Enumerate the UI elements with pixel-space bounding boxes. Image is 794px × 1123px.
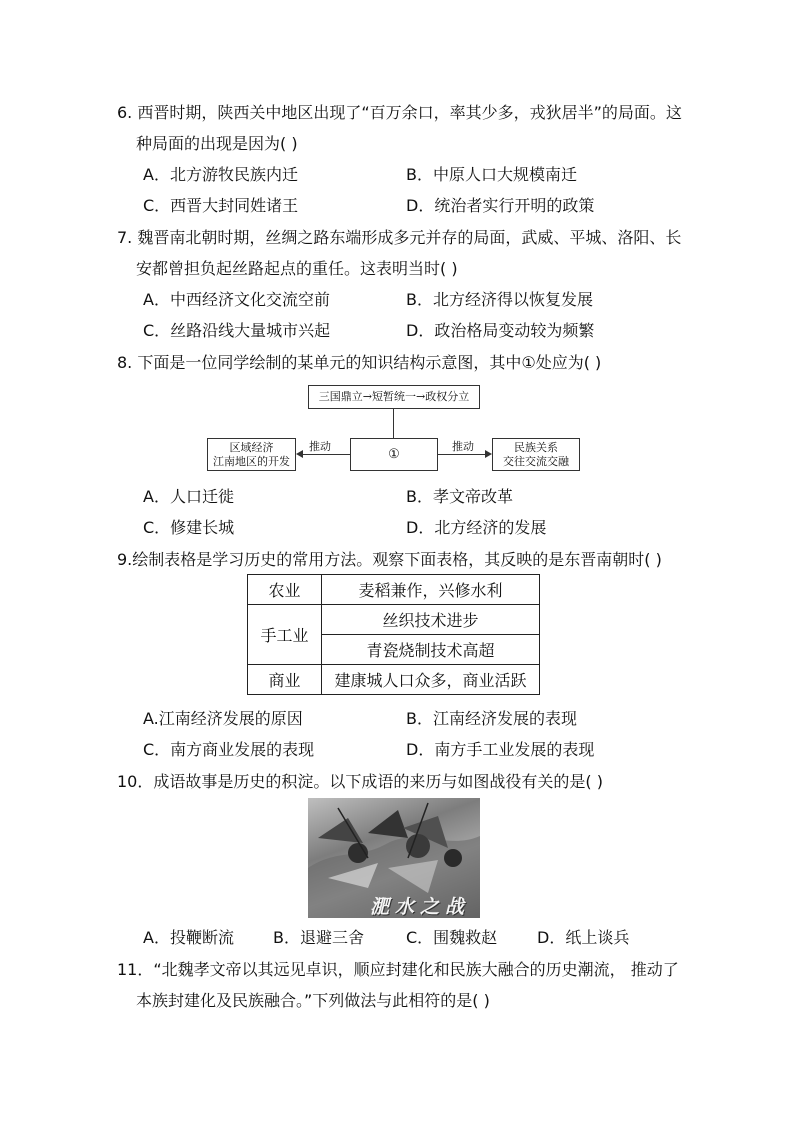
diagram-top-box: 三国鼎立→短暂统一→政权分立	[308, 385, 480, 409]
diagram-left-arrowhead	[296, 450, 303, 458]
diagram-right-arrow-line	[438, 454, 485, 455]
q6-option-d[interactable]: D．统治者实行开明的政策	[406, 196, 595, 215]
q10-option-d[interactable]: D．纸上谈兵	[537, 928, 630, 947]
diagram-left-arrow-line	[303, 454, 350, 455]
picture-caption: 淝水之战	[370, 896, 471, 918]
q9-stem-line1: 9.绘制表格是学习历史的常用方法。观察下面表格，其反映的是东晋南朝时( )	[117, 550, 662, 569]
q6-option-a[interactable]: A．北方游牧民族内迁	[143, 165, 298, 184]
q9-option-a[interactable]: A.江南经济发展的原因	[143, 709, 303, 728]
q6-option-b[interactable]: B．中原人口大规模南迁	[406, 165, 577, 184]
diagram-right-box	[492, 438, 580, 471]
diagram-left-edge-label: 推动	[309, 440, 331, 453]
diagram-left-box-line1: 区域经济	[229, 440, 274, 454]
q8-option-b[interactable]: B．孝文帝改革	[406, 487, 513, 506]
battle-painting-image	[308, 798, 480, 918]
table-cell-agri-label: 农业	[248, 575, 322, 605]
q7-option-a[interactable]: A．中西经济文化交流空前	[143, 290, 330, 309]
q10-option-b[interactable]: B．退避三舍	[273, 928, 364, 947]
table-cell-craft-value1: 丝织技术进步	[322, 605, 540, 635]
q7-stem-line2: 安都曾担负起丝路起点的重任。这表明当时( )	[136, 259, 458, 278]
diagram-left-box-line2: 江南地区的开发	[213, 454, 290, 468]
q7-option-b[interactable]: B．北方经济得以恢复发展	[406, 290, 593, 309]
diagram-right-arrowhead	[485, 450, 492, 458]
q7-stem-line1: 7. 魏晋南北朝时期，丝绸之路东端形成多元并存的局面，武威、平城、洛阳、长	[117, 228, 682, 247]
diagram-left-box	[207, 438, 296, 471]
diagram-connector-vertical	[393, 409, 394, 438]
q11-stem-line1: 11．“北魏孝文帝以其远见卓识，顺应封建化和民族大融合的历史潮流， 推动了	[117, 960, 679, 979]
table-row	[248, 605, 540, 635]
table-cell-craft-label: 手工业	[248, 605, 322, 665]
q9-economy-table	[247, 574, 540, 695]
q9-option-d[interactable]: D．南方手工业发展的表现	[406, 740, 595, 759]
q8-option-a[interactable]: A．人口迁徙	[143, 487, 234, 506]
q11-stem-line2: 本族封建化及民族融合。”下列做法与此相符的是( )	[136, 991, 490, 1010]
q10-option-a[interactable]: A．投鞭断流	[143, 928, 234, 947]
table-row	[248, 575, 540, 605]
q6-stem-line2: 种局面的出现是因为( )	[136, 134, 298, 153]
diagram-right-edge-label: 推动	[452, 440, 474, 453]
diagram-right-box-line2: 交往交流交融	[503, 454, 569, 468]
diagram-right-box-line1: 民族关系	[514, 440, 558, 454]
q6-stem-line1: 6. 西晋时期，陕西关中地区出现了“百万余口，率其少多，戎狄居半”的局面。这	[117, 103, 682, 122]
table-row	[248, 665, 540, 695]
q8-option-d[interactable]: D．北方经济的发展	[406, 518, 547, 537]
q8-stem-line1: 8. 下面是一位同学绘制的某单元的知识结构示意图，其中①处应为( )	[117, 353, 602, 372]
table-cell-agri-value: 麦稻兼作，兴修水利	[322, 575, 540, 605]
table-cell-craft-value2: 青瓷烧制技术高超	[322, 635, 540, 665]
table-cell-commerce-label: 商业	[248, 665, 322, 695]
q10-option-c[interactable]: C．围魏救赵	[406, 928, 498, 947]
q7-option-c[interactable]: C．丝路沿线大量城市兴起	[143, 321, 331, 340]
q7-option-d[interactable]: D．政治格局变动较为频繁	[406, 321, 595, 340]
q9-option-b[interactable]: B．江南经济发展的表现	[406, 709, 577, 728]
table-cell-commerce-value: 建康城人口众多，商业活跃	[322, 665, 540, 695]
q10-stem-line1: 10．成语故事是历史的积淀。以下成语的来历与如图战役有关的是( )	[117, 772, 603, 791]
q6-option-c[interactable]: C．西晋大封同姓诸王	[143, 196, 299, 215]
q9-option-c[interactable]: C．南方商业发展的表现	[143, 740, 315, 759]
diagram-center-box: ①	[350, 438, 438, 471]
q8-option-c[interactable]: C．修建长城	[143, 518, 235, 537]
